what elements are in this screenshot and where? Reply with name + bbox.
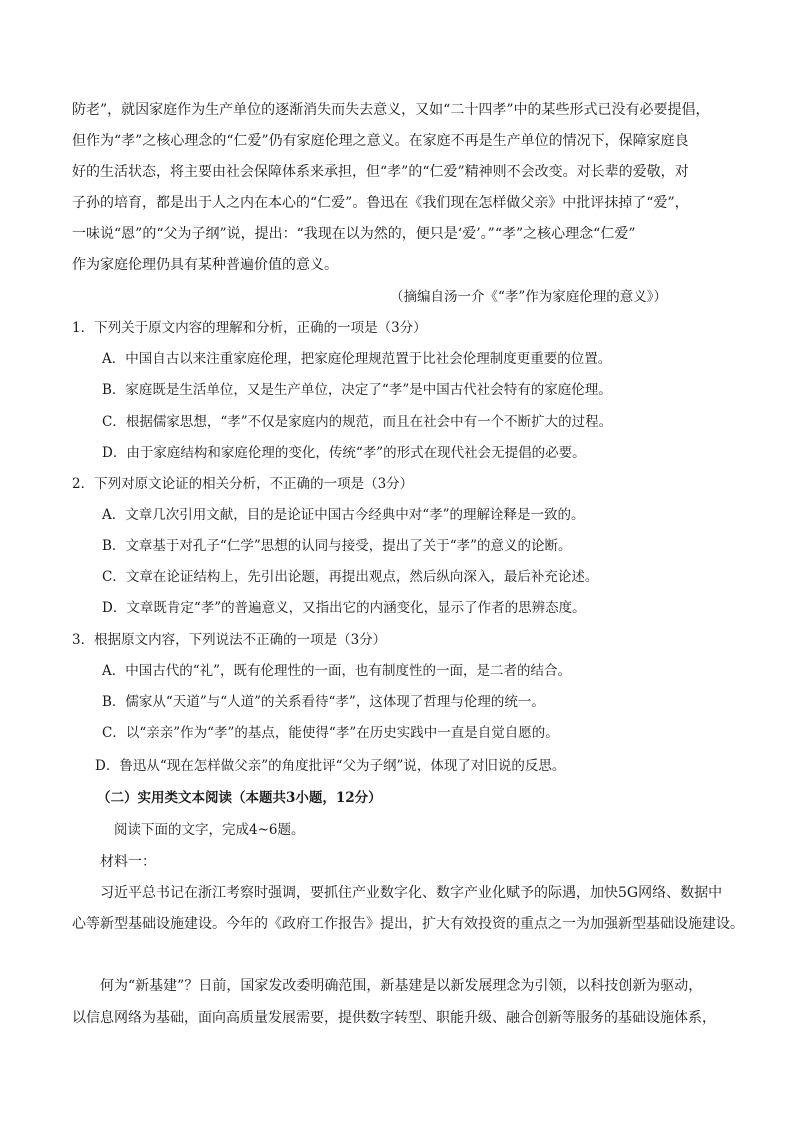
passage-line: 子孙的培育，都是出于人之内在本心的“仁爱”。鲁迅在《我们现在怎样做父亲》中批评抹掉了“爱”， <box>72 195 689 211</box>
question-stem: 3．根据原文内容，下列说法不正确的一项是（3分） <box>72 632 387 648</box>
question-option: C．根据儒家思想，“孝”不仅是家庭内的规范，而且在社会中有一个不断扩大的过程。 <box>102 414 613 430</box>
material-paragraph-line: 何为“新基建”？日前，国家发改委明确范围，新基建是以新发展理念为引领，以科技创新为驱动， <box>100 978 703 994</box>
passage-line: 好的生活状态，将主要由社会保障体系来承担，但“孝”的“仁爱”精神则不会改变。对长辈的爱敬，对 <box>72 164 689 180</box>
passage-line: 作为家庭伦理仍具有某种普遍价值的意义。 <box>72 257 338 273</box>
question-option: D．鲁迅从“现在怎样做父亲”的角度批评“父为子纲”说，体现了对旧说的反思。 <box>95 758 566 774</box>
material-paragraph-line: 习近平总书记在浙江考察时强调，要抓住产业数字化、数字产业化赋予的际遇，加快5G网络、数据中 <box>100 885 723 901</box>
question-stem: 2．下列对原文论证的相关分析，不正确的一项是（3分） <box>72 476 414 492</box>
question-option: A．中国自古以来注重家庭伦理，把家庭伦理规范置于比社会伦理制度更重要的位置。 <box>102 351 612 367</box>
material-label: 材料一： <box>100 854 156 870</box>
question-stem: 1．下列关于原文内容的理解和分析，正确的一项是（3分） <box>72 320 427 336</box>
question-option: C．文章在论证结构上，先引出论题，再提出观点，然后纵向深入，最后补充论述。 <box>102 569 599 585</box>
section-heading: （二）实用类文本阅读（本题共3小题，12分） <box>97 790 382 806</box>
material-paragraph-line: 心等新型基础设施建设。今年的《政府工作报告》提出，扩大有效投资的重点之一为加强新型基础设施建设。 <box>72 916 744 932</box>
passage-source: （摘编自汤一介《“孝”作为家庭伦理的意义》） <box>390 289 668 305</box>
question-option: B．文章基于对孔子“仁学”思想的认同与接受，提出了关于“孝”的意义的论断。 <box>102 538 572 554</box>
section-instruction: 阅读下面的文字，完成4~6题。 <box>114 822 305 838</box>
question-option: D．文章既肯定“孝”的普遍意义，又指出它的内涵变化，显示了作者的思辨态度。 <box>102 600 586 616</box>
question-option: A．文章几次引用文献，目的是论证中国古今经典中对“孝”的理解诠释是一致的。 <box>102 507 585 523</box>
question-option: D．由于家庭结构和家庭伦理的变化，传统“孝”的形式在现代社会无提倡的必要。 <box>102 445 586 461</box>
question-option: C．以“亲亲”作为“孝”的基点，能使得“孝”在历史实践中一直是自觉自愿的。 <box>102 725 559 741</box>
question-option: B．家庭既是生活单位，又是生产单位，决定了“孝”是中国古代社会特有的家庭伦理。 <box>102 382 612 398</box>
passage-line: 一味说“恩”的“父为子纲”说，提出：“我现在以为然的，便只是‘爱’。”“孝”之核心理念“仁爱” <box>72 226 636 242</box>
material-paragraph-line: 以信息网络为基础，面向高质量发展需要，提供数字转型、职能升级、融合创新等服务的基础设施体系， <box>72 1010 716 1026</box>
passage-line: 防老”，就因家庭作为生产单位的逐渐消失而失去意义，又如“二十四孝”中的某些形式已没有必要提倡， <box>72 102 710 118</box>
question-option: A．中国古代的“礼”，既有伦理性的一面，也有制度性的一面，是二者的结合。 <box>102 663 572 679</box>
question-option: B．儒家从“天道”与“人道”的关系看待“孝”，这体现了哲理与伦理的统一。 <box>102 694 545 710</box>
passage-line: 但作为“孝”之核心理念的“仁爱”仍有家庭伦理之意义。在家庭不再是生产单位的情况下，保障家庭良 <box>72 133 689 149</box>
